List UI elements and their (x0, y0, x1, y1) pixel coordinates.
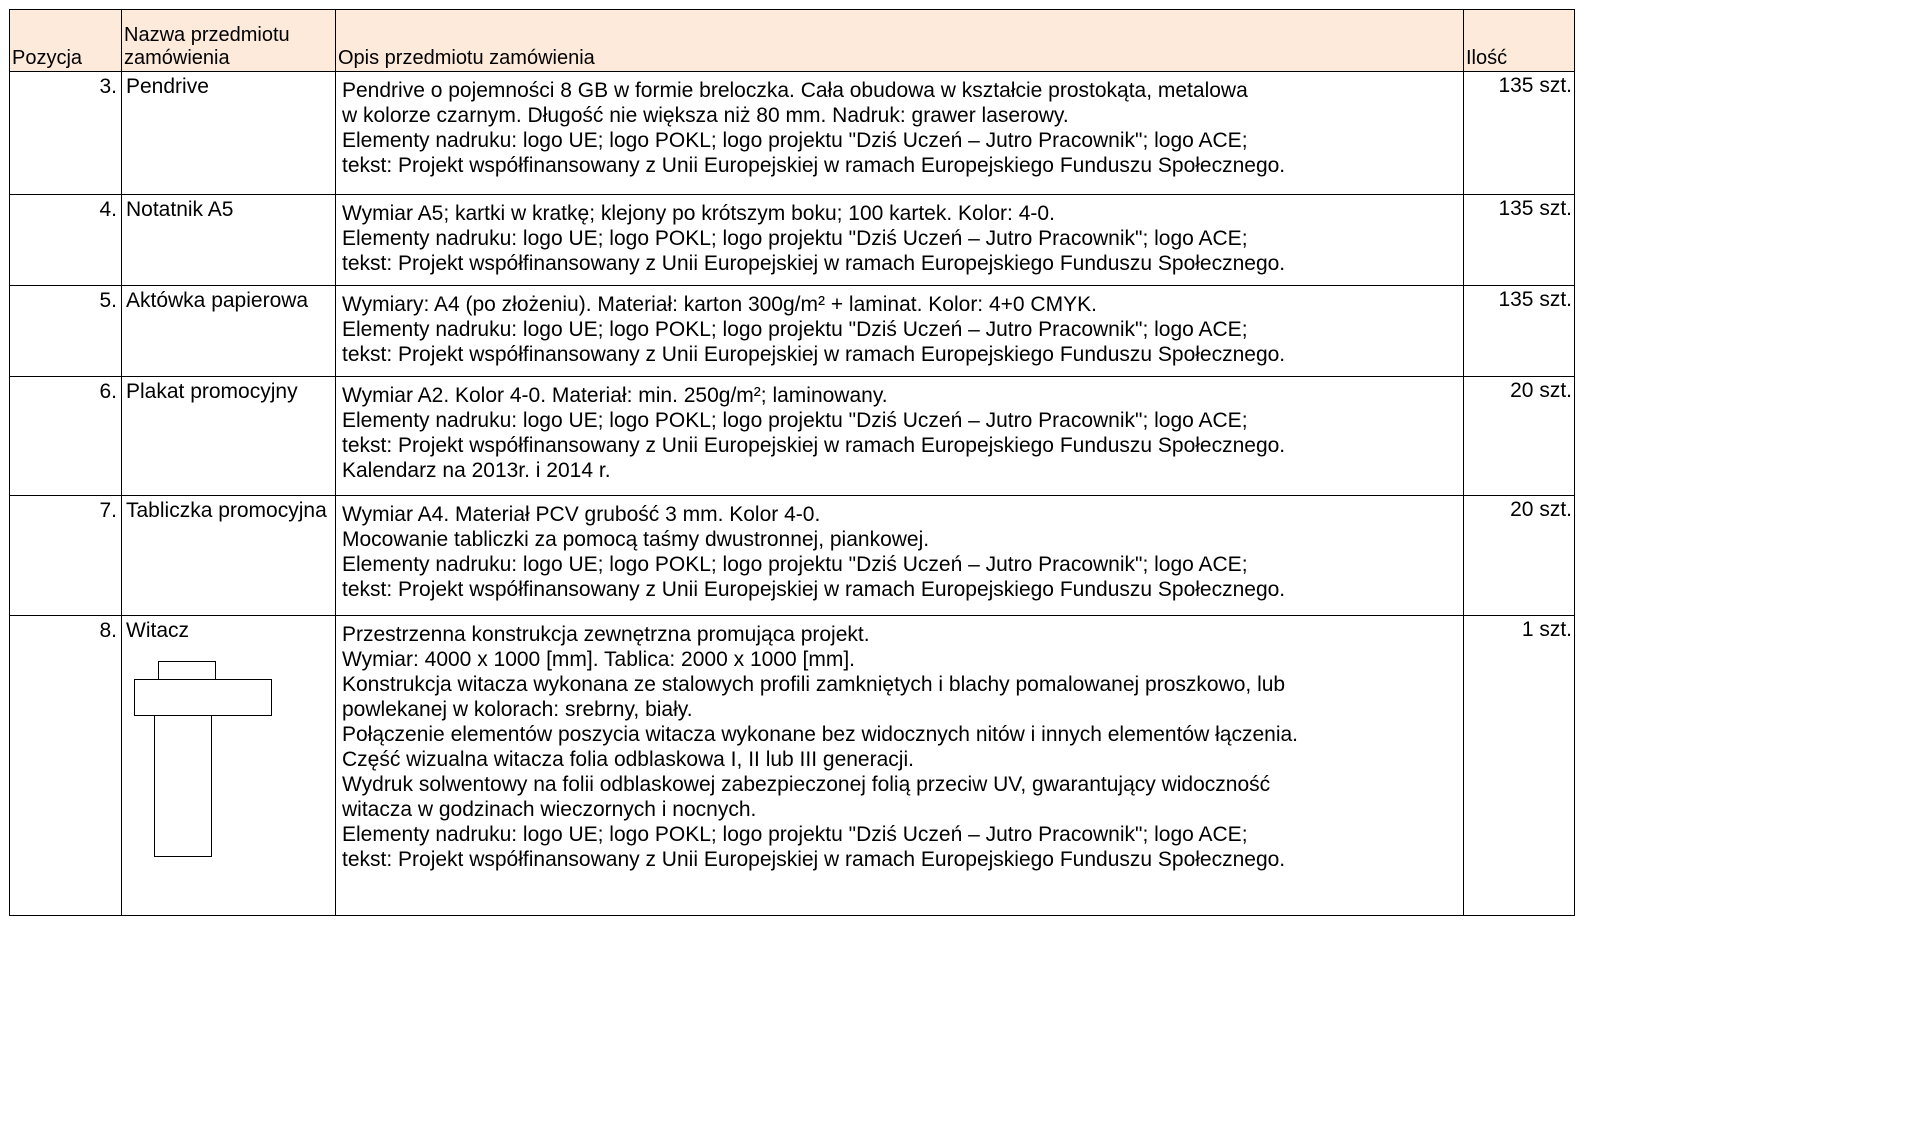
witacz-top-panel (159, 662, 216, 680)
item-name: Notatnik A5 (126, 198, 234, 221)
item-name-cell (122, 496, 336, 616)
quantity-cell: 135 szt. (1464, 195, 1575, 286)
description-line: Elementy nadruku: logo UE; logo POKL; logo projektu "Dziś Uczeń – Jutro Pracownik"; logo ACE; (342, 553, 1248, 576)
item-name: Witacz (126, 619, 189, 642)
description-line: Elementy nadruku: logo UE; logo POKL; logo projektu "Dziś Uczeń – Jutro Pracownik"; logo ACE; (342, 129, 1248, 152)
description-line: tekst: Projekt współfinansowany z Unii Europejskiej w ramach Europejskiego Funduszu Społecznego. (342, 154, 1286, 177)
table-row (10, 72, 1575, 195)
description-line: Wymiar A4. Materiał PCV grubość 3 mm. Kolor 4-0. (342, 503, 821, 526)
description-line: Wymiar A2. Kolor 4-0. Materiał: min. 250g/m²; laminowany. (342, 384, 888, 407)
description-line: powlekanej w kolorach: srebrny, biały. (342, 698, 693, 721)
header-cell-item-name: Nazwa przedmiotu zamówienia (122, 10, 336, 72)
description-cell (336, 195, 1464, 286)
description-line: Konstrukcja witacza wykonana ze stalowych profili zamkniętych i blachy pomalowanej proszkowo, lub (342, 673, 1286, 696)
quantity-cell: 135 szt. (1464, 72, 1575, 195)
quantity-cell: 20 szt. (1464, 377, 1575, 496)
description-cell (336, 72, 1464, 195)
description-line: Pendrive o pojemności 8 GB w formie breloczka. Cała obudowa w kształcie prostokąta, metalowa (342, 79, 1248, 102)
header-cell-position: Pozycja (10, 10, 122, 72)
header-cell-quantity: Ilość (1464, 10, 1575, 72)
quantity-cell: 1 szt. (1464, 616, 1575, 916)
table-row (10, 616, 1575, 916)
description-line: Wymiary: A4 (po złożeniu). Materiał: karton 300g/m² + laminat. Kolor: 4+0 CMYK. (342, 293, 1097, 316)
item-name: Plakat promocyjny (126, 380, 298, 403)
quantity-cell: 20 szt. (1464, 496, 1575, 616)
description-line: Elementy nadruku: logo UE; logo POKL; logo projektu "Dziś Uczeń – Jutro Pracownik"; logo ACE; (342, 318, 1248, 341)
description-cell (336, 616, 1464, 916)
table-row (10, 377, 1575, 496)
item-name-cell (122, 616, 336, 916)
table-row (10, 286, 1575, 377)
header-row (10, 10, 1575, 72)
description-cell (336, 496, 1464, 616)
witacz-sketch-image (134, 661, 276, 861)
description-line: Kalendarz na 2013r. i 2014 r. (342, 459, 611, 482)
description-line: Wymiar: 4000 x 1000 [mm]. Tablica: 2000 x 1000 [mm]. (342, 648, 855, 671)
description-line: tekst: Projekt współfinansowany z Unii Europejskiej w ramach Europejskiego Funduszu Społecznego. (342, 434, 1286, 457)
position-cell: 4. (10, 195, 122, 286)
item-name: Tabliczka promocyjna (126, 499, 327, 522)
position-cell: 7. (10, 496, 122, 616)
item-name-cell (122, 195, 336, 286)
description-line: Wymiar A5; kartki w kratkę; klejony po krótszym boku; 100 kartek. Kolor: 4-0. (342, 202, 1055, 225)
description-line: witacza w godzinach wieczornych i nocnych. (342, 798, 757, 821)
description-line: Mocowanie tabliczki za pomocą taśmy dwustronnej, piankowej. (342, 528, 930, 551)
item-name-cell (122, 377, 336, 496)
description-line: Wydruk solwentowy na folii odblaskowej zabezpieczonej folią przeciw UV, gwarantujący widoczność (342, 773, 1271, 796)
description-line: Przestrzenna konstrukcja zewnętrzna promująca projekt. (342, 623, 870, 646)
item-name: Pendrive (126, 75, 209, 98)
item-name-cell (122, 72, 336, 195)
description-line: Połączenie elementów poszycia witacza wykonane bez widocznych nitów i innych elementów łączenia. (342, 723, 1298, 746)
description-line: Elementy nadruku: logo UE; logo POKL; logo projektu "Dziś Uczeń – Jutro Pracownik"; logo ACE; (342, 823, 1248, 846)
position-cell: 8. (10, 616, 122, 916)
description-cell (336, 377, 1464, 496)
description-line: tekst: Projekt współfinansowany z Unii Europejskiej w ramach Europejskiego Funduszu Społecznego. (342, 578, 1286, 601)
quantity-cell: 135 szt. (1464, 286, 1575, 377)
description-line: tekst: Projekt współfinansowany z Unii Europejskiej w ramach Europejskiego Funduszu Społecznego. (342, 343, 1286, 366)
table-row (10, 195, 1575, 286)
item-name: Aktówka papierowa (126, 289, 309, 312)
description-line: Elementy nadruku: logo UE; logo POKL; logo projektu "Dziś Uczeń – Jutro Pracownik"; logo ACE; (342, 227, 1248, 250)
description-line: w kolorze czarnym. Długość nie większa niż 80 mm. Nadruk: grawer laserowy. (342, 104, 1069, 127)
description-line: tekst: Projekt współfinansowany z Unii Europejskiej w ramach Europejskiego Funduszu Społecznego. (342, 848, 1286, 871)
position-cell: 5. (10, 286, 122, 377)
item-name-cell (122, 286, 336, 377)
description-line: Część wizualna witacza folia odblaskowa I, II lub III generacji. (342, 748, 914, 771)
description-line: Elementy nadruku: logo UE; logo POKL; logo projektu "Dziś Uczeń – Jutro Pracownik"; logo ACE; (342, 409, 1248, 432)
header-cell-description: Opis przedmiotu zamówienia (336, 10, 1464, 72)
position-cell: 3. (10, 72, 122, 195)
description-line: tekst: Projekt współfinansowany z Unii Europejskiej w ramach Europejskiego Funduszu Społecznego. (342, 252, 1286, 275)
description-cell (336, 286, 1464, 377)
witacz-board (135, 680, 272, 716)
position-cell: 6. (10, 377, 122, 496)
order-items-table (9, 9, 1575, 916)
table-row (10, 496, 1575, 616)
witacz-post (155, 716, 212, 857)
